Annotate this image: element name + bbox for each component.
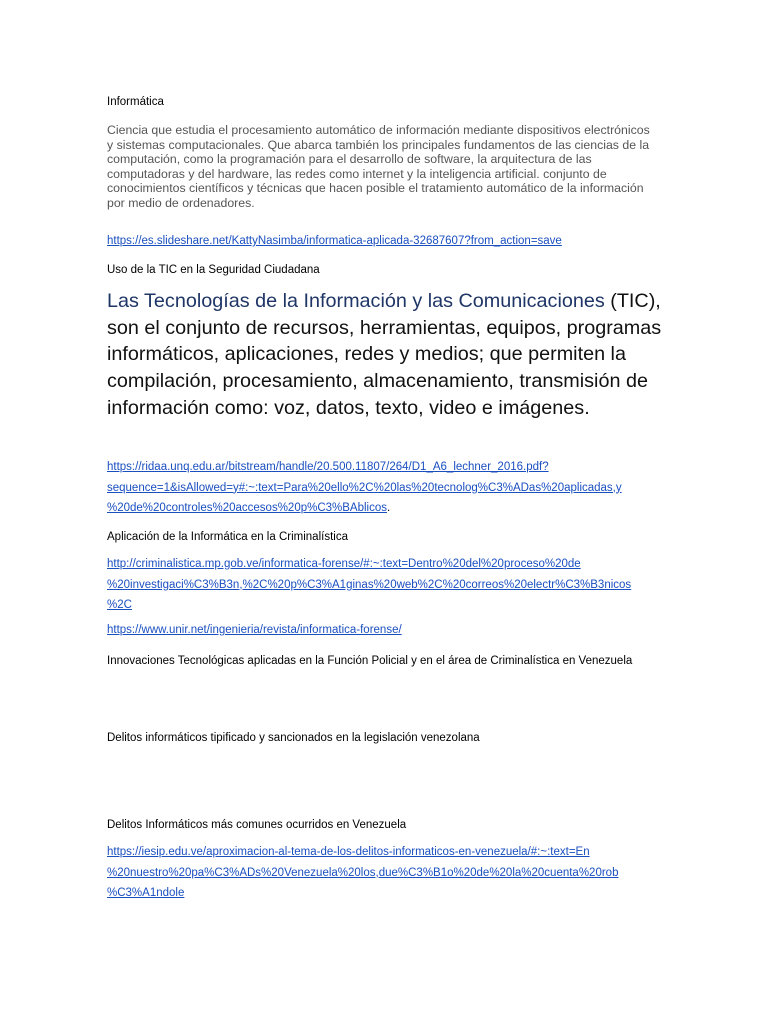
criminalistica-heading: Aplicación de la Informática en la Criminalística <box>107 531 348 543</box>
tic-source-link-period: . <box>387 502 391 514</box>
delitos-comunes-link-line-1[interactable]: https://iesip.edu.ve/aproximacion-al-tema-de-los-delitos-informaticos-en-venezuela/#:~:text=En <box>107 846 590 858</box>
tic-definition-term: Las Tecnologías de la Información y las Comunicaciones <box>107 290 605 312</box>
delitos-comunes-link-line-2[interactable]: %20nuestro%20pa%C3%ADs%20Venezuela%20los,due%C3%B1o%20de%20la%20cuenta%20rob <box>107 866 619 879</box>
tic-source-link-line-2[interactable]: sequence=1&isAllowed=y#:~:text=Para%20ello%2C%20las%20tecnolog%C3%ADas%20aplicadas,y <box>107 481 622 494</box>
delitos-tipificados-heading: Delitos informáticos tipificado y sancionados en la legislación venezolana <box>107 732 480 744</box>
delitos-comunes-link-line-3[interactable]: %C3%A1ndole <box>107 887 185 899</box>
delitos-comunes-heading: Delitos Informáticos más comunes ocurridos en Venezuela <box>107 819 407 831</box>
criminalistica-link-1-line-1[interactable]: http://criminalistica.mp.gob.ve/informatica-forense/#:~:text=Dentro%20del%20proceso%20de <box>107 558 581 570</box>
tic-definition <box>107 288 667 422</box>
informatica-source-link[interactable]: https://es.slideshare.net/KattyNasimba/informatica-aplicada-32687607?from_action=save <box>107 235 562 247</box>
tic-source-link-block <box>107 457 659 519</box>
criminalistica-link-2[interactable]: https://www.unir.net/ingenieria/revista/informatica-forense/ <box>107 624 402 636</box>
tic-source-link-line-1[interactable]: https://ridaa.unq.edu.ar/bitstream/handle/20.500.11807/264/D1_A6_lechner_2016.pdf? <box>107 461 549 473</box>
tic-source-link-line-3[interactable]: %20de%20controles%20accesos%20p%C3%BAblicos <box>107 502 387 514</box>
innovaciones-heading: Innovaciones Tecnológicas aplicadas en la Función Policial y en el área de Criminalística en Venezuela <box>107 655 633 667</box>
criminalistica-link-1-line-3[interactable]: %2C <box>107 599 132 611</box>
delitos-comunes-link-block <box>107 842 659 904</box>
criminalistica-link-block <box>107 554 659 616</box>
informatica-heading: Informática <box>107 96 164 108</box>
tic-heading: Uso de la TIC en la Seguridad Ciudadana <box>107 264 320 276</box>
tic-source-link-line-3-wrap <box>107 498 659 519</box>
criminalistica-link-1-line-2[interactable]: %20investigaci%C3%B3n,%2C%20p%C3%A1ginas%20web%2C%20correos%20electr%C3%B3nicos <box>107 578 632 591</box>
tic-definition-rest: (TIC), son el conjunto de recursos, herramientas, equipos, programas informáticos, aplicaciones, redes y medios; que permiten la compilación, procesamiento, almacenamiento, transmisión de información como: voz, datos, texto, video e imágenes. <box>107 290 662 419</box>
informatica-body: Ciencia que estudia el procesamiento automático de información mediante dispositivos electrónicos y sistemas computacionales. Que abarca también los principales fundamentos de las ciencias de la computación, como la programación para el desarrollo de software, la arquitectura de las computadoras y del hardware, las redes como internet y la inteligencia artificial. conjunto de conocimientos científicos y técnicas que hacen posible el tratamiento automático de la información por medio de ordenadores. <box>107 123 650 210</box>
